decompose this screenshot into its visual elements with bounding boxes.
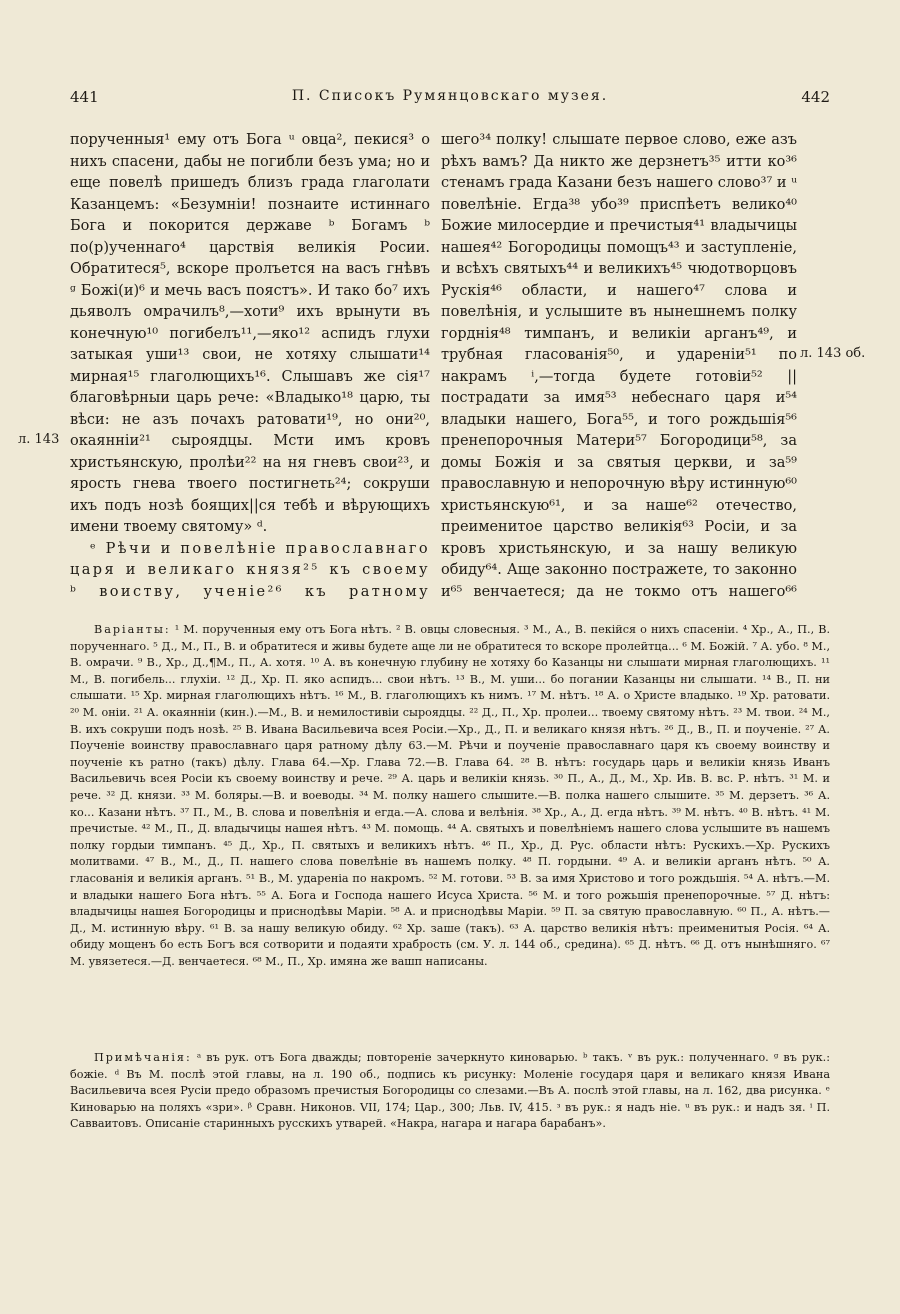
notes-heading: Примѣчанія: — [94, 1051, 192, 1064]
notes-text: ᵃ въ рук. отъ Бога дважды; повтореніе зачеркнуто киноварью. ᵇ такъ. ᵛ въ рук.: полученнаго. ᵍ въ рук.: божіе. ᵈ Въ М. послѣ этой главы, на л. 190 об., подпись къ рисунку: Моленіе государя царя и великаго князя Ивана Васильевича всея Русіи предо образомъ пречистыя Богородицы со слезами.—Въ А. послѣ этой главы, на л. 162, два рисунка. ᵉ Киноварью на поляхъ «зри». ᵝ Сравн. Никонов. VII, 174; Цар., 300; Льв. IV, 415. ᵌ въ рук.: я надъ ніе. ᵘ въ рук.: и надъ зя. ⁱ П. Савваитовъ. Описаніе старинныхъ русскихъ утварей. «Накра, нагара и нагара барабанъ». — [70, 1051, 830, 1131]
right-column — [441, 130, 797, 600]
notes-section — [70, 1050, 830, 1140]
variants-text: ¹ М. порученныя ему отъ Бога нѣтъ. ² В. овцы словесныя. ³ М., А., В. пекійся о нихъ спасеніи. ⁴ Хр., А., П., В. порученнаго. ⁵ Д., М., П., В. и обратитеся и живы будете аще ли не обратитеся то вскоре пролейтца... ⁶ М. Божій. ⁷ А. убо. ⁸ М., В. омрачи. ⁹ В., Хр., Д.,¶М., П., А. хотя. ¹⁰ А. въ конечную глубину не хотяху бо Казанцы ни слышати мирная глаголющихъ. ¹¹ М., В. погибель... глухіи. ¹² Д., Хр. П. яко аспидъ... свои нѣтъ. ¹³ В., М. уши... бо погании Казанцы ни слышати. ¹⁴ В., П. ни слышати. ¹⁵ Хр. мирная глаголющихъ нѣтъ. ¹⁶ М., В. глаголющихъ къ нимъ. ¹⁷ М. нѣтъ. ¹⁸ А. о Христе владыко. ¹⁹ Хр. ратовати. ²⁰ М. оніи. ²¹ А. окаянніи (кин.).—М., В. и немилостивіи сыроядцы. ²² Д., П., Хр. пролеи... твоему святому нѣтъ. ²³ М. твои. ²⁴ М., В. ихъ сокруши подъ нозѣ. ²⁵ В. Ивана Васильевича всея Росіи.—Хр., Д., П. и великаго князя нѣтъ. ²⁶ Д., В., П. и поученіе. ²⁷ А. Поученіе воинству православнаго царя ратному дѣлу 63.—М. Рѣчи и поученіе православнаго царя къ своему воинству и поученіе къ ратно (такъ) дѣлу. Глава 64.—Хр. Глава 72.—В. Глава 64. ²⁸ В. нѣтъ: государь царь и великіи князь Иванъ Васильевичь всея Росіи къ своему воинству и рече. ²⁹ А. царь и великіи князь. ³⁰ П., А., Д., М., Хр. Ив. В. вс. Р. нѣтъ. ³¹ М. и рече. ³² Д. князи. ³³ М. боляры.—В. и воеводы. ³⁴ М. полку нашего слышите.—В. полка нашего слышите. ³⁵ М. дерзетъ. ³⁶ А. ко... Казани нѣтъ. ³⁷ П., М., В. слова и повелѣнія и егда.—А. слова и велѣнія. ³⁸ Хр., А., Д. егда нѣтъ. ³⁹ М. нѣтъ. ⁴⁰ В. нѣтъ. ⁴¹ М. пречистые. ⁴² М., П., Д. владычицы нашея нѣтъ. ⁴³ М. помощь. ⁴⁴ А. святыхъ и повелѣніемъ нашего слова услышите въ нашемъ полку гордыи тимпанъ. ⁴⁵ Д., Хр., П. святыхъ и великихъ нѣтъ. ⁴⁶ П., Хр., Д. Рус. области нѣтъ: Рускихъ.—Хр. Рускихъ молитвами. ⁴⁷ В., М., Д., П. нашего слова повелѣніе въ нашемъ полку. ⁴⁸ П. гордыни. ⁴⁹ А. и великіи арганъ нѣтъ. ⁵⁰ А. гласованія и великія арганъ. ⁵¹ В., М. удареніа по накромъ. ⁵² М. готови. ⁵³ В. за имя Христово и того рождьшія. ⁵⁴ А. нѣтъ.—М. и владыки нашего Бога нѣтъ. ⁵⁵ А. Бога и Господа нашего Исуса Христа. ⁵⁶ М. и того рожьшія пренепорочные. ⁵⁷ Д. нѣтъ: владычицы нашея Богородицы и приснодѣвы Маріи. ⁵⁸ А. и приснодѣвы Маріи. ⁵⁹ П. за святую православную. ⁶⁰ П., А. нѣтъ.—Д., М. истинную вѣру. ⁶¹ В. за нашу великую обиду. ⁶² Хр. заше (такъ). ⁶³ А. царство великія нѣтъ: преименитыя Росія. ⁶⁴ А. обиду мощенъ бо есть Богъ вся сотворити и подаяти храбрость (см. У. л. 144 об., средина). ⁶⁵ Д. нѣтъ. ⁶⁶ Д. отъ нынѣшняго. ⁶⁷ М. увязетеся.—Д. венчаетеся. ⁶⁸ М., П., Хр. имяна же вашп написаны. — [70, 623, 830, 968]
running-header — [70, 88, 830, 110]
margin-folio-right: л. 143 об. — [800, 346, 866, 361]
left-column — [70, 130, 430, 600]
left-column-paragraph-1: порученныя¹ ему отъ Бога ᵘ овца², пекися³ о нихъ спасени, дабы не погибли безъ ума; но и еще повелѣ пришедъ близъ града глаголати Казанцемъ: «Безумніи! познаите истиннаго Бога и покорится державе ᵇ Богамъ ᵇ по(р)ученнаго⁴ царствія великія Росии. Обратитеся⁵, вскоре пролъется на васъ гнѣвъ ᵍ Божі(и)⁶ и мечь васъ поястъ». И тако бо⁷ ихъ дьяволъ омрачилъ⁸,—хоти⁹ ихъ врынути въ конечную¹⁰ погибелъ¹¹,—яко¹² аспидъ глухи затыкая уши¹³ свои, не хотяху слышати¹⁴ мирная¹⁵ глаголющихъ¹⁶. Слышавъ же сія¹⁷ благовѣрныи царь рече: «Владыко¹⁸ царю, ты вѣси: не азъ почахъ ратовати¹⁹, но они²⁰, окаянніи²¹ сыроядцы. Мсти имъ кровъ христьянскую, пролѣи²² на ня гневъ свои²³, и ярость гнева твоего постигнеть²⁴; сокруши ихъ подъ нозѣ боящих||ся тебѣ и вѣрующихъ имени твоему святому» ᵈ. — [70, 132, 430, 535]
page-number-left: 441 — [70, 88, 99, 106]
variants-heading: Варіанты: — [94, 623, 171, 636]
chapter-heading: ᵉ Рѣчи и повелѣніе православнаго царя и великаго князя²⁵ къ своему ᵇ воиству, ученіе²⁶ къ ратному — [70, 540, 430, 600]
page-number-right: 442 — [801, 88, 830, 106]
margin-folio-left: л. 143 — [18, 432, 60, 447]
variants-apparatus — [70, 622, 830, 1032]
right-column-paragraph-1: шего³⁴ полку! слышате первое слово, еже азъ рѣхъ вамъ? Да никто же дерзнетъ³⁵ итти ко³⁶ стенамъ града Казани безъ нашего слово³⁷ и ᵘ повелѣніе. Егда³⁸ убо³⁹ приспѣетъ велико⁴⁰ Божие милосердие и пречистыя⁴¹ владычицы нашея⁴² Богородицы помощъ⁴³ и заступленіе, и всѣхъ святыхъ⁴⁴ и великихъ⁴⁵ чюдотворцовъ Рускія⁴⁶ области, и нашего⁴⁷ слова и повелѣнія, и услышите въ нынешнемъ полку горднія⁴⁸ тимпанъ, и великіи арганъ⁴⁹, и трубная гласованія⁵⁰, и удареніи⁵¹ по накрамъ ⁱ,—тогда будете готовіи⁵² || пострадати за имя⁵³ небеснаго царя и⁵⁴ владыки нашего, Бога⁵⁵, и того рождьшія⁵⁶ пренепорочныя Матери⁵⁷ Богородици⁵⁸, за домы Божія и за святыя церкви, и за⁵⁹ православную и непорочную вѣру истинную⁶⁰ христьянскую⁶¹, и за наше⁶² отечество, преименитое царство великія⁶³ Росіи, и за кровъ христьянскую, и за нашу великую обиду⁶⁴. Аще законно постражете, то законно и⁶⁵ венчаетеся; да не токмо отъ нашего⁶⁶ — [441, 132, 797, 600]
running-title: П. Списокъ Румянцовскаго музея. — [291, 88, 609, 104]
